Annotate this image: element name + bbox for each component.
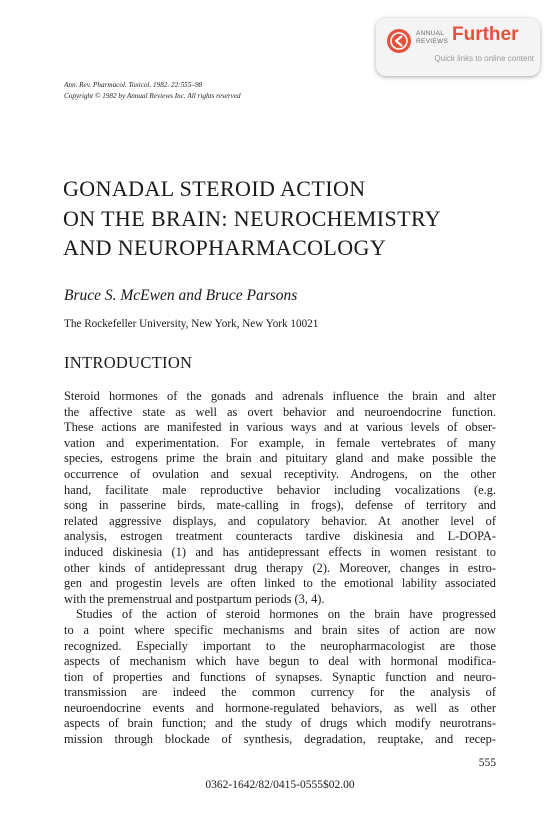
body-line: the affective state as well as overt behavior and neuroendocrine function. <box>64 404 496 419</box>
body-line: vation and experimentation. For example, in female vertebrates of many <box>64 435 496 450</box>
body-line: related aggressive displays, and copulatory behavior. At another level of <box>64 513 496 528</box>
body-line: species, estrogens prime the brain and pituitary gland and make possible the <box>64 451 496 466</box>
body-line: other kinds of antidepressant drug therapy (2). Moreover, changes in estro- <box>64 560 496 575</box>
body-line: Steroid hormones of the gonads and adrenals influence the brain and alter <box>64 389 496 403</box>
body-line: transmission are indeed the common currency for the analysis of <box>64 685 496 700</box>
article-code: 0362-1642/82/0415-0555$02.00 <box>205 779 355 791</box>
body-line: aspects of brain function; and the study of drugs which modify neurotrans- <box>64 716 496 731</box>
further-badge[interactable] <box>376 18 540 76</box>
body-line: hand, facilitate male reproductive behavior including vocalizations (e.g. <box>64 482 496 497</box>
body-line: mission through blockade of synthesis, degradation, reuptake, and recep- <box>64 732 496 747</box>
body-line: occurrence of ovulation and sexual receptivity. Androgens, on the other <box>64 466 496 481</box>
citation-line: Ann. Rev. Pharmacol. Toxicol. 1982. 22:555–98 <box>64 81 203 89</box>
copyright-line: Copyright © 1982 by Annual Reviews Inc. All rights reserved <box>64 92 241 100</box>
body-line: analysis, estrogen treatment counteracts tardive diskinesia and L-DOPA- <box>64 529 496 544</box>
title-line: GONADAL STEROID ACTION <box>63 176 366 201</box>
page-number: 555 <box>478 757 496 769</box>
article-title <box>63 174 503 263</box>
body-line: aspects of mechanism which have begun to deal with hormonal modifica- <box>64 654 496 669</box>
body-line: tion of properties and functions of synapses. Synaptic function and neuro- <box>64 669 496 684</box>
affiliation: The Rockefeller University, New York, New York 10021 <box>64 318 319 330</box>
body-line: These actions are manifested in various ways and at various levels of obser- <box>64 420 496 435</box>
body-line: neuroendocrine events and hormone-regulated behaviors, as well as other <box>64 700 496 715</box>
body-line: to a point where specific mechanisms and brain sites of action are now <box>64 622 496 637</box>
body-line: with the premenstrual and postpartum periods (3, 4). <box>64 591 325 606</box>
authors: Bruce S. McEwen and Bruce Parsons <box>64 287 298 304</box>
body-line: induced diskinesia (1) and has antidepressant effects in women resistant to <box>64 544 496 559</box>
badge-subtitle: Quick links to online content <box>434 54 534 63</box>
body-line: Studies of the action of steroid hormones on the brain have progressed <box>76 607 496 622</box>
annual-reviews-logo-icon <box>386 28 412 54</box>
badge-publisher-label: ANNUAL REVIEWS <box>416 30 449 45</box>
title-line: AND NEUROPHARMACOLOGY <box>63 235 387 260</box>
body-line: gen and progestin levels are often linked to the emotional lability associated <box>64 576 496 591</box>
body-line: song in passerine birds, mate-calling in frogs), defense of territory and <box>64 498 496 513</box>
title-line: ON THE BRAIN: NEUROCHEMISTRY <box>63 205 442 231</box>
citation-header <box>64 80 241 102</box>
badge-further-label: Further <box>452 24 519 45</box>
body-text <box>64 389 496 748</box>
body-line: recognized. Especially important to the neuropharmacologist are those <box>64 638 496 653</box>
section-heading: INTRODUCTION <box>64 353 193 372</box>
